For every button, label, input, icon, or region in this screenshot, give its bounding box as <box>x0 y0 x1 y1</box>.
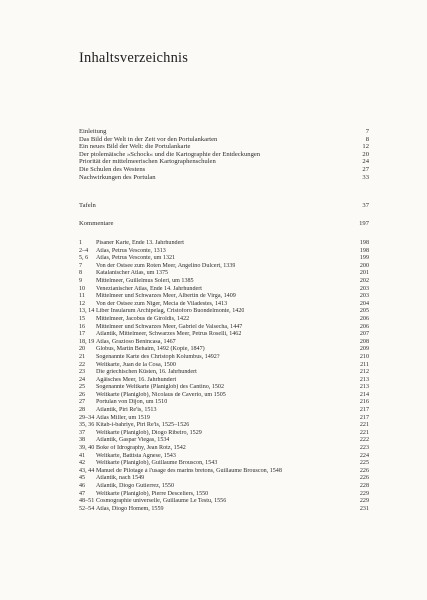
toc-entry-page: 27 <box>362 165 369 173</box>
plate-page: 211 <box>360 361 369 368</box>
plate-page: 203 <box>359 285 369 292</box>
plate-title: Atlas, Grazioso Benincasa, 1467 <box>96 338 176 345</box>
plate-title: Cosmographie universelle, Guillaume Le Testu, 1556 <box>96 498 227 505</box>
plate-title: Ägäisches Meer, 16. Jahrhundert <box>96 376 177 383</box>
plate-number: 29–34 <box>79 414 95 421</box>
toc-entry <box>79 128 369 136</box>
plate-page: 209 <box>359 346 369 353</box>
plate-title: Weltkarte (Planiglob), Nicolaus de Caverio, um 1505 <box>96 391 226 398</box>
plate-title: Boke of Idrography, Jean Rotz, 1542 <box>96 445 186 452</box>
plate-page: 199 <box>359 255 369 262</box>
plate-page: 200 <box>359 262 369 269</box>
toc-entry-title: Priorität der mittelmeerischen Kartographenschulen <box>79 158 216 166</box>
toc-entry-page: 8 <box>365 135 369 143</box>
plate-entry <box>79 293 369 301</box>
plate-page: 226 <box>359 467 369 474</box>
plate-number: 38 <box>79 437 86 444</box>
plate-number: 5, 6 <box>79 255 89 262</box>
plate-number: 11 <box>79 293 85 300</box>
intro-section <box>79 128 369 181</box>
plate-entry <box>79 498 369 506</box>
plate-number: 25 <box>79 384 86 391</box>
toc-entry <box>79 174 369 182</box>
toc-entry-title: Kommentare <box>79 220 114 227</box>
toc-entry <box>79 166 369 174</box>
plate-page: 221 <box>359 422 369 429</box>
plate-entry <box>79 377 369 385</box>
plate-page: 226 <box>359 475 369 482</box>
plate-number: 18, 19 <box>79 338 95 345</box>
plate-title: Sogenannte Weltkarte (Planiglob) des Cantino, 1502 <box>96 384 225 391</box>
plate-number: 17 <box>79 331 86 338</box>
plate-page: 204 <box>359 300 369 307</box>
plate-page: 217 <box>359 414 369 421</box>
plate-number: 45 <box>79 475 86 482</box>
plate-number: 15 <box>79 315 86 322</box>
toc-entry-title: Der ptolemäische »Schock« und die Kartographie der Entdeckungen <box>79 150 261 158</box>
plate-title: Sogenannte Karte des Christoph Kolumbus, 1492? <box>96 353 220 360</box>
plate-entry <box>79 415 369 423</box>
page-title: Inhaltsverzeichnis <box>79 50 189 66</box>
plate-number: 39, 40 <box>79 445 95 452</box>
plate-number: 26 <box>79 391 86 398</box>
plate-number: 22 <box>79 361 86 368</box>
plate-entry <box>79 308 369 316</box>
plate-page: 229 <box>359 490 369 497</box>
plate-page: 214 <box>359 391 369 398</box>
plates-list <box>79 240 369 513</box>
plate-page: 231 <box>359 505 369 512</box>
toc-entry-page: 33 <box>362 173 369 181</box>
toc-entry-title: Die Schulen des Westens <box>79 165 146 173</box>
plate-title: Mittelmeer und Schwarzes Meer, Gabriel de Valsecha, 1447 <box>96 323 243 330</box>
plate-entry <box>79 468 369 476</box>
toc-entry-title: Tafeln <box>79 202 96 209</box>
plate-entry <box>79 354 369 362</box>
plate-page: 216 <box>359 399 369 406</box>
toc-entry-tafeln <box>79 202 369 210</box>
plate-page: 229 <box>359 498 369 505</box>
plate-title: Weltkarte (Planiglob), Pierre Desceliers, 1550 <box>96 490 209 497</box>
plate-number: 9 <box>79 277 83 284</box>
toc-entry <box>79 143 369 151</box>
plate-title: Von der Ostsee zum Niger, Mecia de Viladestes, 1413 <box>96 300 228 307</box>
plate-entry <box>79 263 369 271</box>
plate-page: 205 <box>359 308 369 315</box>
plate-title: Atlas, Petrus Vesconte, um 1321 <box>96 255 176 262</box>
plate-page: 213 <box>359 376 369 383</box>
toc-entry <box>79 151 369 159</box>
plate-entry <box>79 430 369 438</box>
plate-page: 207 <box>359 331 369 338</box>
plate-title: Mittelmeer und Schwarzes Meer, Albertin de Virga, 1409 <box>96 293 236 300</box>
plate-page: 222 <box>359 437 369 444</box>
plate-entry <box>79 278 369 286</box>
plate-entry <box>79 316 369 324</box>
plate-number: 21 <box>79 353 86 360</box>
plate-title: Atlantik, Piri Re'is, 1513 <box>96 407 157 414</box>
plate-entry <box>79 369 369 377</box>
plate-entry <box>79 346 369 354</box>
plate-entry <box>79 301 369 309</box>
plate-number: 8 <box>79 270 83 277</box>
plate-number: 41 <box>79 452 86 459</box>
plate-entry <box>79 445 369 453</box>
plate-title: Atlantik, nach 1549 <box>96 475 145 482</box>
plate-title: Katalanischer Atlas, um 1375 <box>96 270 169 277</box>
toc-entry-title: Nachwirkungen des Portulan <box>79 173 156 181</box>
plate-title: Von der Ostsee zum Roten Meer, Angelino Dulcert, 1339 <box>96 262 236 269</box>
plate-entry <box>79 407 369 415</box>
plate-number: 13, 14 <box>79 308 95 315</box>
toc-entry-title: Einleitung <box>79 128 107 135</box>
plate-page: 202 <box>359 277 369 284</box>
plate-entry <box>79 483 369 491</box>
plate-title: Globus, Martin Behaim, 1492 (Kopie, 1847) <box>96 346 205 353</box>
plate-page: 206 <box>359 323 369 330</box>
plate-page: 203 <box>359 293 369 300</box>
plate-entry <box>79 339 369 347</box>
plate-entry <box>79 384 369 392</box>
plate-page: 201 <box>359 270 369 277</box>
plate-entry <box>79 437 369 445</box>
plate-entry <box>79 506 369 514</box>
toc-entry-page: 37 <box>362 202 369 209</box>
toc-entry-kommentare <box>79 220 369 228</box>
plate-title: Weltkarte, Battista Agnese, 1543 <box>96 452 176 459</box>
plate-title: Atlantik, Gaspar Viegas, 1534 <box>96 437 170 444</box>
plate-title: Liber Insularum Archipelag, Cristoforo Buondelmonte, 1420 <box>96 308 245 315</box>
toc-entry-page: 7 <box>365 128 369 135</box>
plate-page: 208 <box>359 338 369 345</box>
plate-entry <box>79 324 369 332</box>
plate-page: 198 <box>359 240 369 246</box>
plate-title: Manuel de Pilotage à l'usage des marins bretons, Guillaume Brouscon, 1548 <box>96 467 282 474</box>
plate-title: Portulan von Dijon, um 1510 <box>96 399 168 406</box>
plate-title: Weltkarte, Juan de la Cosa, 1500 <box>96 361 176 368</box>
plate-entry <box>79 453 369 461</box>
plate-title: Mittelmeer, Guillelmus Soleri, um 1385 <box>96 277 194 284</box>
plate-page: 198 <box>359 247 369 254</box>
plate-number: 12 <box>79 300 86 307</box>
plate-page: 221 <box>359 429 369 436</box>
plate-title: Die griechischen Küsten, 16. Jahrhundert <box>96 369 197 376</box>
plate-page: 225 <box>359 460 369 467</box>
plate-title: Atlas, Diogo Homem, 1559 <box>96 505 164 512</box>
plate-title: Pisaner Karte, Ende 13. Jahrhundert <box>96 240 184 246</box>
plate-title: Weltkarte (Planiglob), Diogo Ribeiro, 1529 <box>96 429 202 436</box>
plate-title: Atlas Miller, um 1519 <box>96 414 150 421</box>
plate-number: 42 <box>79 460 86 467</box>
plate-number: 10 <box>79 285 86 292</box>
plate-number: 27 <box>79 399 86 406</box>
plate-number: 28 <box>79 407 86 414</box>
toc-entry-page: 12 <box>362 143 369 151</box>
plate-page: 210 <box>359 353 369 360</box>
plate-title: Venezianischer Atlas, Ende 14. Jahrhundert <box>96 285 202 292</box>
plate-number: 37 <box>79 429 86 436</box>
plate-entry <box>79 255 369 263</box>
plate-entry <box>79 399 369 407</box>
toc-entry-page: 197 <box>359 220 369 227</box>
plate-number: 16 <box>79 323 86 330</box>
plate-entry <box>79 392 369 400</box>
plate-page: 228 <box>359 483 369 489</box>
toc-entry-page: 20 <box>362 150 369 158</box>
plate-entry <box>79 248 369 256</box>
toc-entry <box>79 136 369 144</box>
plate-number: 47 <box>79 490 86 497</box>
plate-entry <box>79 240 369 248</box>
plate-page: 213 <box>359 384 369 391</box>
plate-number: 48–51 <box>79 498 95 505</box>
plate-title: Kitab-i-bahriye, Piri Re'is, 1525–1526 <box>96 422 190 429</box>
plate-page: 223 <box>359 445 369 452</box>
plate-entry <box>79 460 369 468</box>
plate-page: 217 <box>359 407 369 414</box>
plate-title: Atlas, Petrus Vesconte, 1313 <box>96 247 166 254</box>
toc-entry-title: Ein neues Bild der Welt: die Portulankarte <box>79 143 191 151</box>
plate-entry <box>79 331 369 339</box>
plate-number: 2–4 <box>79 247 89 254</box>
plate-entry <box>79 362 369 370</box>
plate-number: 35, 36 <box>79 422 95 429</box>
plate-title: Atlantik, Mittelmeer, Schwarzes Meer, Petrus Roselli, 1462 <box>96 331 242 338</box>
plate-title: Mittelmeer, Jacobus de Giroldis, 1422 <box>96 315 190 322</box>
plate-number: 24 <box>79 376 86 383</box>
plate-number: 43, 44 <box>79 467 95 474</box>
plate-entry <box>79 422 369 430</box>
plate-entry <box>79 475 369 483</box>
plate-page: 224 <box>359 452 369 459</box>
plate-number: 52–54 <box>79 505 95 512</box>
plate-number: 7 <box>79 262 83 269</box>
toc-entry-page: 24 <box>362 158 369 166</box>
plate-entry <box>79 491 369 499</box>
plate-title: Atlantik, Diogo Gutierrez, 1550 <box>96 483 175 489</box>
plate-number: 23 <box>79 369 86 376</box>
plate-entry <box>79 286 369 294</box>
plate-title: Weltkarte (Planiglob), Guillaume Brouscon, 1543 <box>96 460 218 467</box>
toc-entry-title: Das Bild der Welt in der Zeit vor den Portulankarten <box>79 135 218 143</box>
plate-number: 20 <box>79 346 86 353</box>
toc-entry <box>79 158 369 166</box>
plate-page: 206 <box>359 315 369 322</box>
plate-number: 46 <box>79 483 86 489</box>
plate-entry <box>79 270 369 278</box>
plate-page: 212 <box>359 369 369 376</box>
plate-number: 1 <box>79 240 83 246</box>
